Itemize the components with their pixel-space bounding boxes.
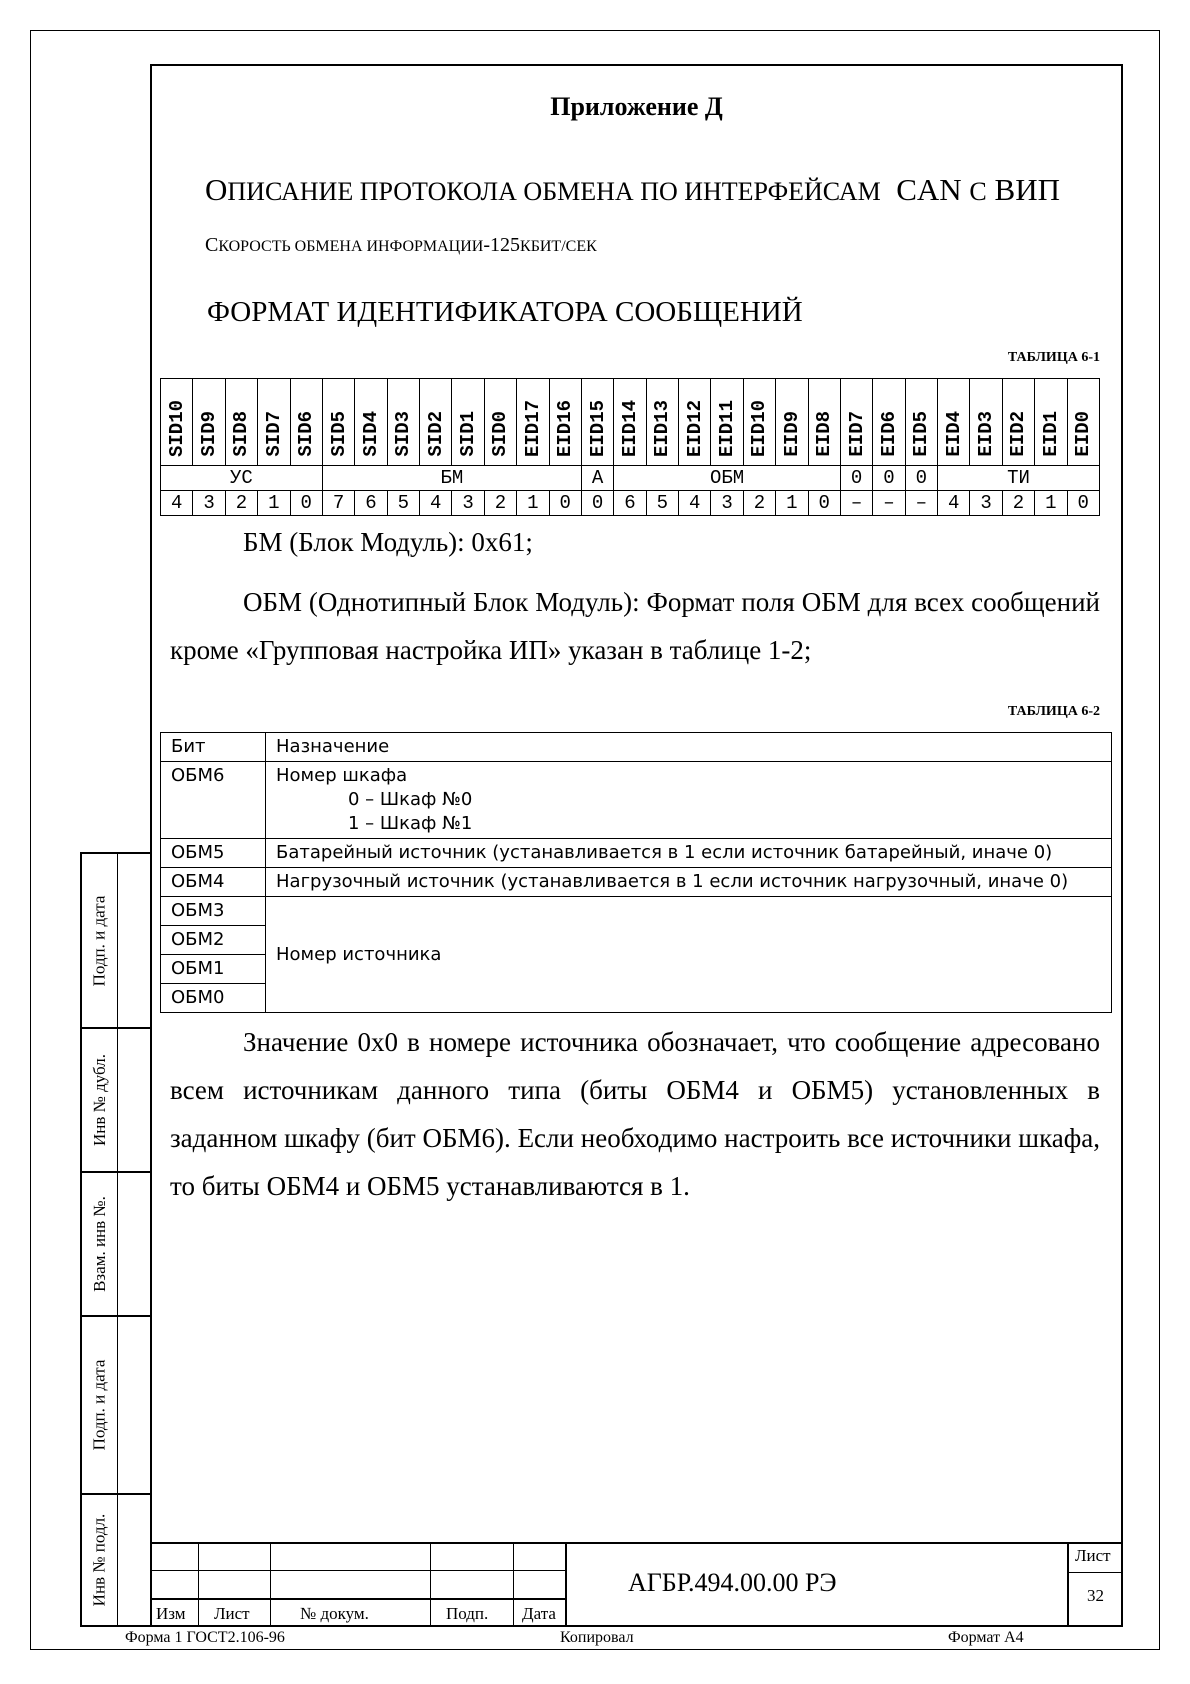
obm-table [160,732,1112,1013]
stamp-label-izm: Изм [156,1604,186,1623]
purpose-cell: Номер источника [266,897,1112,1013]
id-format-table [160,378,1100,516]
side-cell-vzam-inv [80,1171,150,1315]
table-row [161,897,1112,926]
id-bit-header: SID7 [258,379,290,466]
format-heading: ФОРМАТ ИДЕНТИФИКАТОРА СООБЩЕНИЙ [207,296,803,328]
bit-index-cell: – [873,491,905,516]
col-header-bit: Бит [161,733,266,762]
id-bit-header: SID8 [225,379,257,466]
bit-index-cell: 1 [517,491,549,516]
side-cell-podp-data-1 [80,852,150,1027]
id-bit-header: EID11 [711,379,743,466]
id-bit-header: SID4 [355,379,387,466]
document-code: АГБР.494.00.00 РЭ [628,1568,837,1597]
purpose-cell: Номер шкафа 0 – Шкаф №0 1 – Шкаф №1 [266,762,1112,839]
stamp-label-list: Лист [214,1604,250,1623]
bit-index-cell: 6 [614,491,646,516]
side-label: Инв № подл. [89,1513,109,1607]
side-label: Подп. и дата [89,1359,109,1451]
bit-index-cell: 2 [225,491,257,516]
id-bit-header: EID13 [646,379,678,466]
bit-index-cell: 0 [549,491,581,516]
footer-format: Формат А4 [948,1629,1024,1646]
protocol-heading: ОПИСАНИЕ ПРОТОКОЛА ОБМЕНА ПО ИНТЕРФЕЙСАМ CAN С ВИП [205,172,1060,207]
id-bit-header: EID10 [743,379,775,466]
id-bit-header: EID6 [873,379,905,466]
side-label: Взам. инв №. [89,1196,109,1292]
footer-copied: Копировал [560,1629,634,1646]
bit-index-cell: 3 [452,491,484,516]
bit-index-cell: 1 [1035,491,1067,516]
side-cell-inv-dubl [80,1027,150,1171]
appendix-title: Приложение Д [550,92,723,121]
stamp-label-data: Дата [522,1604,556,1623]
bit-cell: ОБМ2 [161,926,266,955]
bit-cell: ОБМ3 [161,897,266,926]
bit-index-cell: 2 [1002,491,1034,516]
bit-index-cell: – [840,491,872,516]
bm-paragraph: БМ (Блок Модуль): 0x61; [243,527,533,557]
bit-cell: ОБМ6 [161,762,266,839]
id-bit-header: EID17 [517,379,549,466]
bit-index-cell: 4 [161,491,193,516]
id-bit-header: SID5 [322,379,354,466]
bit-index-cell: 1 [776,491,808,516]
bit-index-cell: 0 [581,491,613,516]
bit-index-cell: 6 [355,491,387,516]
field-group-cell: УС [161,466,323,491]
id-bit-header: SID10 [161,379,193,466]
id-bit-header: EID3 [970,379,1002,466]
table-caption-6-2: ТАБЛИЦА 6-2 [1007,704,1100,719]
bit-index-cell: 7 [322,491,354,516]
side-label: Подп. и дата [89,895,109,986]
zero-value-paragraph: Значение 0x0 в номере источника обозначает, что сообщение адресовано всем источникам данного типа (биты ОБМ4 и ОБМ5) установленных в заданном шкафу (бит ОБМ6). Если необходимо настроить все источники шкафа, то биты ОБМ4 и ОБМ5 устанавливаются в 1. [170,1027,1100,1201]
field-group-cell: А [581,466,613,491]
field-group-cell: 0 [840,466,872,491]
id-bit-header: EID2 [1002,379,1034,466]
id-bit-header: SID0 [484,379,516,466]
title-block [150,1542,1123,1627]
side-cell-podp-data-2 [80,1315,150,1493]
col-header-purpose: Назначение [266,733,1112,762]
id-bit-header: EID9 [776,379,808,466]
id-bit-header: EID12 [679,379,711,466]
bit-index-cell: – [905,491,937,516]
bit-cell: ОБМ0 [161,984,266,1013]
id-bit-header: EID0 [1067,379,1100,466]
bit-index-cell: 4 [938,491,970,516]
table-row [161,868,1112,897]
footer-form: Форма 1 ГОСТ2.106-96 [125,1629,285,1646]
bit-index-cell: 5 [646,491,678,516]
bit-cell: ОБМ5 [161,839,266,868]
id-bit-header: EID1 [1035,379,1067,466]
field-group-cell: 0 [905,466,937,491]
side-label: Инв № дубл. [89,1053,109,1147]
field-group-cell: 0 [873,466,905,491]
id-bit-header: EID14 [614,379,646,466]
sheet-number: 32 [1087,1586,1104,1605]
bit-index-cell: 2 [484,491,516,516]
id-bit-header: SID9 [193,379,225,466]
obm-paragraph: ОБМ (Однотипный Блок Модуль): Формат поля ОБМ для всех сообщений кроме «Групповая настройка ИП» указан в таблице 1-2; [170,587,1100,665]
field-group-cell: ОБМ [614,466,841,491]
bit-index-cell: 4 [420,491,452,516]
purpose-cell: Нагрузочный источник (устанавливается в 1 если источник нагрузочный, иначе 0) [266,868,1112,897]
table-caption-6-1: ТАБЛИЦА 6-1 [1007,350,1100,365]
bit-index-cell: 4 [679,491,711,516]
bit-cell: ОБМ4 [161,868,266,897]
bit-index-cell: 3 [193,491,225,516]
field-group-cell: ТИ [938,466,1100,491]
speed-heading: СКОРОСТЬ ОБМЕНА ИНФОРМАЦИИ-125КБИТ/СЕК [205,234,597,256]
table-row [161,733,1112,762]
stamp-label-podp: Подп. [446,1604,489,1623]
id-bit-header: EID8 [808,379,840,466]
bit-index-cell: 1 [258,491,290,516]
id-bit-header: EID7 [840,379,872,466]
stamp-sheet-label: Лист [1075,1546,1111,1565]
id-bit-header: EID5 [905,379,937,466]
table-row [161,762,1112,839]
bit-index-cell: 5 [387,491,419,516]
table-row [161,466,1100,491]
table-row [161,379,1100,466]
side-cell-inv-podl [80,1493,150,1627]
bit-index-cell: 0 [290,491,322,516]
stamp-label-dokum: № докум. [300,1604,369,1623]
id-bit-header: EID4 [938,379,970,466]
bit-index-cell: 0 [1067,491,1100,516]
id-bit-header: EID15 [581,379,613,466]
id-bit-header: SID2 [420,379,452,466]
id-bit-header: SID6 [290,379,322,466]
purpose-cell: Батарейный источник (устанавливается в 1 если источник батарейный, иначе 0) [266,839,1112,868]
bit-index-cell: 2 [743,491,775,516]
table-row [161,491,1100,516]
bit-cell: ОБМ1 [161,955,266,984]
table-row [161,839,1112,868]
field-group-cell: БМ [322,466,581,491]
id-bit-header: SID1 [452,379,484,466]
id-bit-header: SID3 [387,379,419,466]
id-bit-header: EID16 [549,379,581,466]
bit-index-cell: 0 [808,491,840,516]
bit-index-cell: 3 [711,491,743,516]
bit-index-cell: 3 [970,491,1002,516]
